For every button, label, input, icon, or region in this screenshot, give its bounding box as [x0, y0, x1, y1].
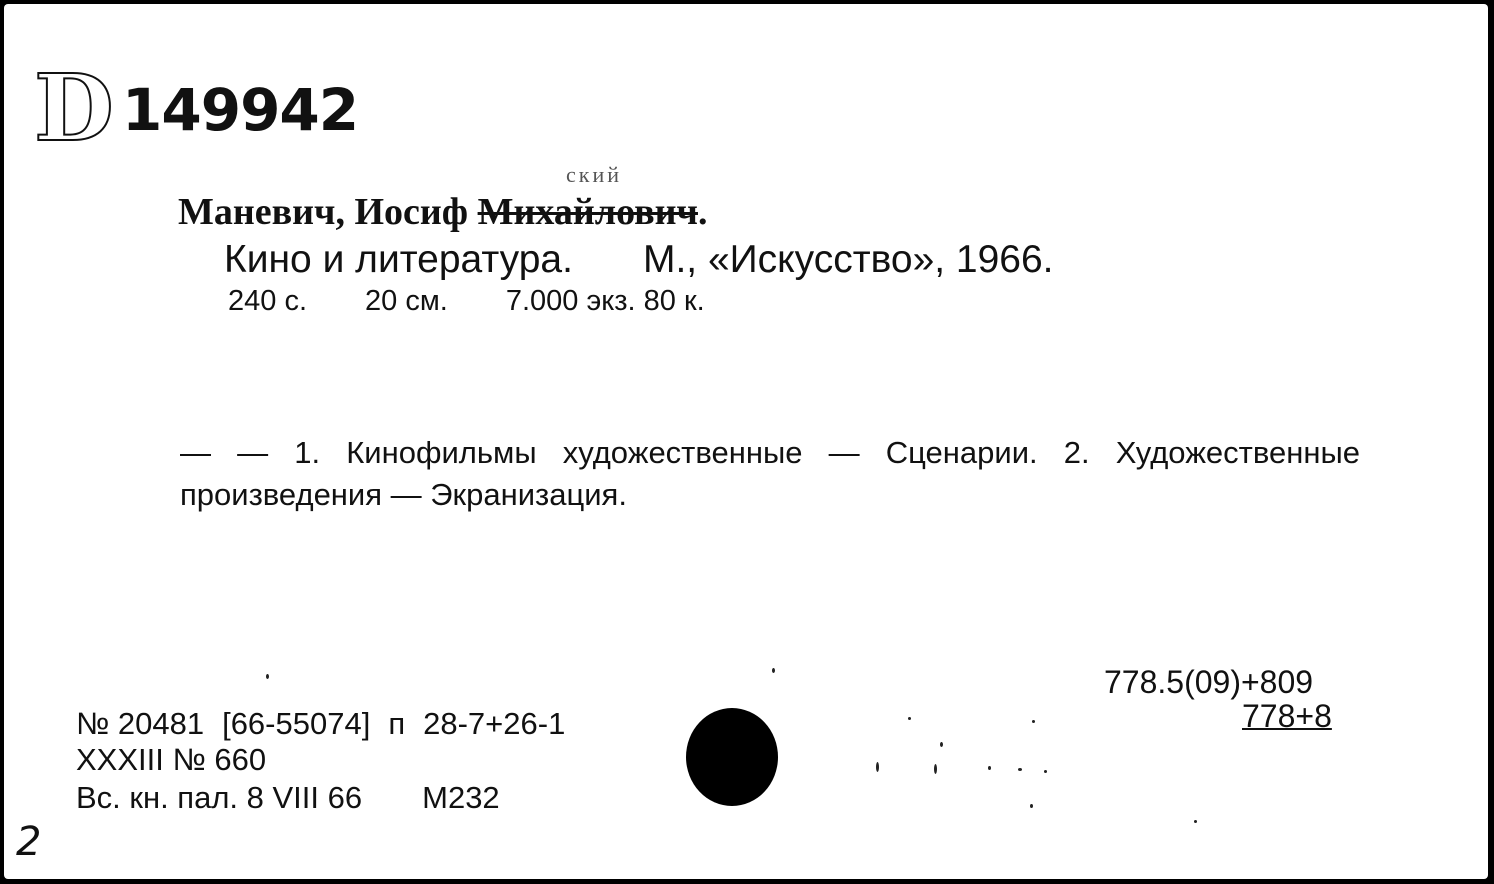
classification-primary: 778.5(09)+809: [1104, 664, 1314, 700]
author-end: .: [697, 191, 708, 233]
print-run-code: М232: [422, 780, 500, 815]
copies-price: 7.000 экз. 80 к.: [505, 285, 705, 317]
book-title: Кино и литература.: [224, 238, 573, 281]
classification-secondary: 778+8: [1242, 698, 1332, 734]
call-number: 149942: [122, 76, 359, 144]
author-heading: [178, 190, 707, 234]
author-name: Маневич, Иосиф: [178, 191, 478, 233]
print-info-line-2: XXXIII № 660: [76, 742, 267, 777]
print-code: 28-7+26-1: [423, 706, 566, 741]
chamber-date: Вс. кн. пал. 8 VIII 66: [76, 780, 363, 815]
speck: [266, 674, 269, 679]
speck: [908, 717, 911, 720]
speck: [940, 742, 943, 747]
pages: 240 с.: [228, 285, 307, 317]
speck: [1044, 770, 1047, 773]
faint-stamp: ский: [566, 162, 622, 187]
print-info-line-3: [76, 780, 500, 816]
speck: [1018, 768, 1022, 771]
card-number: № 20481: [76, 706, 205, 741]
call-letter: D: [34, 54, 112, 162]
print-info-line-1: [76, 706, 565, 742]
speck: [1032, 720, 1035, 723]
physical-description: [228, 284, 705, 318]
speck: [1194, 820, 1197, 823]
punch-hole: [686, 708, 778, 806]
subject-headings: — — 1. Кинофильмы художественные — Сценарии. 2. Художественные произведения — Экранизация.: [180, 435, 1360, 512]
speck: [1030, 804, 1033, 808]
speck: [772, 668, 775, 673]
order-number: [66-55074]: [222, 706, 371, 741]
imprint: М., «Искусство», 1966.: [642, 238, 1054, 281]
handwritten-mark: 2: [16, 819, 42, 865]
print-mark: п: [388, 706, 406, 741]
speck: [988, 766, 991, 770]
speck: [876, 762, 879, 772]
catalog-card: [4, 4, 1488, 879]
title-line: [224, 238, 1054, 282]
speck: [934, 764, 937, 774]
size: 20 см.: [365, 285, 448, 317]
author-patronymic: Михайлович: [477, 191, 698, 233]
